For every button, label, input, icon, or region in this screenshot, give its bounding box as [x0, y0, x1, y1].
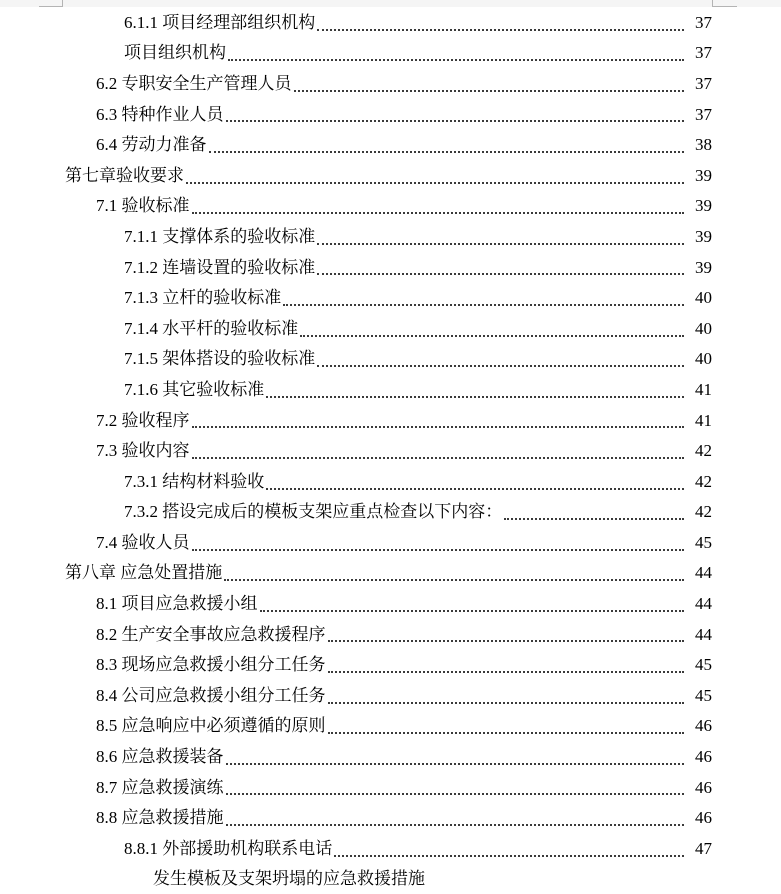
toc-entry[interactable] — [0, 864, 781, 894]
dot-leader-icon — [186, 182, 684, 184]
toc-entry-label: 8.5 应急响应中必须遵循的原则 — [96, 716, 326, 736]
dot-leader-icon — [209, 151, 685, 153]
toc-entry[interactable] — [0, 558, 781, 589]
toc-entry[interactable] — [0, 38, 781, 69]
dot-leader-icon — [283, 304, 684, 306]
toc-entry[interactable] — [0, 313, 781, 344]
toc-entry-page: 44 — [695, 594, 712, 614]
toc-entry-label: 8.6 应急救援装备 — [96, 747, 224, 767]
dot-leader-icon — [260, 610, 685, 612]
toc-entry[interactable] — [0, 802, 781, 833]
toc-entry-label: 8.7 应急救援演练 — [96, 777, 224, 797]
toc-entry-label: 7.2 验收程序 — [96, 410, 190, 430]
toc-entry[interactable] — [0, 741, 781, 772]
toc-entry-label: 6.2 专职安全生产管理人员 — [96, 73, 292, 93]
dot-leader-icon — [328, 640, 685, 642]
toc-entry-label: 7.1 验收标准 — [96, 196, 190, 216]
toc-entry[interactable] — [0, 649, 781, 680]
toc-entry[interactable] — [0, 282, 781, 313]
toc-entry[interactable] — [0, 99, 781, 130]
toc-entry-page: 38 — [695, 135, 712, 155]
dot-leader-icon — [266, 488, 684, 490]
toc-entry-label: 第七章验收要求 — [65, 165, 184, 185]
toc-entry-page: 41 — [695, 410, 712, 430]
toc-entry[interactable] — [0, 772, 781, 803]
toc-entry-label: 6.1.1 项目经理部组织机构 — [124, 12, 316, 32]
toc-entry-page: 44 — [695, 624, 712, 644]
toc-entry-label: 7.3 验收内容 — [96, 441, 190, 461]
toc-entry[interactable] — [0, 129, 781, 160]
dot-leader-icon — [317, 365, 684, 367]
toc-entry-label: 7.1.4 水平杆的验收标准 — [124, 318, 299, 338]
toc-entry-label: 8.3 现场应急救援小组分工任务 — [96, 655, 326, 675]
table-of-contents — [0, 7, 781, 894]
dot-leader-icon — [192, 212, 685, 214]
dot-leader-icon — [317, 29, 684, 31]
toc-entry[interactable] — [0, 160, 781, 191]
toc-entry-page: 41 — [695, 379, 712, 399]
toc-entry-label: 7.1.2 连墙设置的验收标准 — [124, 257, 316, 277]
dot-leader-icon — [504, 518, 684, 520]
dot-leader-icon — [226, 120, 685, 122]
dot-leader-icon — [192, 457, 685, 459]
toc-entry-page: 42 — [695, 471, 712, 491]
toc-entry[interactable] — [0, 191, 781, 222]
dot-leader-icon — [300, 335, 684, 337]
toc-entry[interactable] — [0, 252, 781, 283]
toc-entry[interactable] — [0, 497, 781, 528]
toc-entry-label: 7.4 验收人员 — [96, 532, 190, 552]
toc-entry-label: 7.3.2 搭设完成后的模板支架应重点检查以下内容： — [124, 502, 503, 522]
toc-entry[interactable] — [0, 7, 781, 38]
toc-entry-label: 6.3 特种作业人员 — [96, 104, 224, 124]
toc-entry-page: 44 — [695, 563, 712, 583]
toc-entry[interactable] — [0, 221, 781, 252]
toc-entry-page: 46 — [695, 777, 712, 797]
toc-entry[interactable] — [0, 68, 781, 99]
toc-entry-label: 发生模板及支架坍塌的应急救援措施 — [153, 869, 425, 889]
dot-leader-icon — [224, 579, 684, 581]
dot-leader-icon — [294, 90, 685, 92]
toc-entry-label: 项目组织机构 — [124, 43, 226, 63]
toc-entry-page: 37 — [695, 73, 712, 93]
toc-entry[interactable] — [0, 833, 781, 864]
dot-leader-icon — [328, 702, 685, 704]
toc-entry-label: 8.4 公司应急救援小组分工任务 — [96, 685, 326, 705]
toc-entry-page: 42 — [695, 502, 712, 522]
toc-entry[interactable] — [0, 680, 781, 711]
toc-entry-page: 39 — [695, 257, 712, 277]
text-boundary-mark-top-right-v — [712, 0, 713, 7]
toc-entry-page: 39 — [695, 226, 712, 246]
toc-entry-page: 39 — [695, 196, 712, 216]
toc-entry[interactable] — [0, 466, 781, 497]
toc-entry-page: 46 — [695, 716, 712, 736]
toc-entry-page: 45 — [695, 532, 712, 552]
dot-leader-icon — [266, 396, 684, 398]
page-top-margin — [0, 0, 781, 7]
toc-entry-label: 7.1.6 其它验收标准 — [124, 379, 265, 399]
dot-leader-icon — [226, 763, 685, 765]
toc-entry[interactable] — [0, 435, 781, 466]
toc-entry-label: 8.1 项目应急救援小组 — [96, 594, 258, 614]
dot-leader-icon — [328, 671, 685, 673]
toc-entry-label: 7.1.3 立杆的验收标准 — [124, 288, 282, 308]
dot-leader-icon — [317, 243, 684, 245]
dot-leader-icon — [317, 273, 684, 275]
toc-entry[interactable] — [0, 619, 781, 650]
toc-entry-page: 45 — [695, 655, 712, 675]
toc-entry[interactable] — [0, 711, 781, 742]
toc-entry-page: 37 — [695, 104, 712, 124]
toc-entry-label: 8.8 应急救援措施 — [96, 808, 224, 828]
toc-entry[interactable] — [0, 374, 781, 405]
toc-entry-label: 7.1.1 支撑体系的验收标准 — [124, 226, 316, 246]
toc-entry-label: 7.3.1 结构材料验收 — [124, 471, 265, 491]
toc-entry-label: 第八章 应急处置措施 — [65, 563, 223, 583]
toc-entry-page: 37 — [695, 43, 712, 63]
toc-entry-label: 7.1.5 架体搭设的验收标准 — [124, 349, 316, 369]
dot-leader-icon — [226, 824, 685, 826]
dot-leader-icon — [328, 732, 685, 734]
toc-entry[interactable] — [0, 588, 781, 619]
dot-leader-icon — [226, 793, 685, 795]
dot-leader-icon — [192, 426, 685, 428]
toc-entry-page: 46 — [695, 808, 712, 828]
toc-entry-page: 39 — [695, 165, 712, 185]
toc-entry[interactable] — [0, 344, 781, 375]
toc-entry-page: 46 — [695, 747, 712, 767]
toc-entry-page: 40 — [695, 318, 712, 338]
toc-entry-page: 47 — [695, 838, 712, 858]
toc-entry-page: 40 — [695, 288, 712, 308]
toc-entry-page: 45 — [695, 685, 712, 705]
toc-entry[interactable] — [0, 527, 781, 558]
dot-leader-icon — [192, 549, 685, 551]
toc-entry-label: 8.2 生产安全事故应急救援程序 — [96, 624, 326, 644]
toc-entry[interactable] — [0, 405, 781, 436]
dot-leader-icon — [334, 855, 684, 857]
toc-entry-page: 37 — [695, 12, 712, 32]
toc-entry-label: 8.8.1 外部援助机构联系电话 — [124, 838, 333, 858]
toc-entry-page: 40 — [695, 349, 712, 369]
toc-entry-label: 6.4 劳动力准备 — [96, 135, 207, 155]
dot-leader-icon — [228, 59, 684, 61]
text-boundary-mark-top-left-v — [62, 0, 63, 7]
toc-entry-page: 42 — [695, 441, 712, 461]
